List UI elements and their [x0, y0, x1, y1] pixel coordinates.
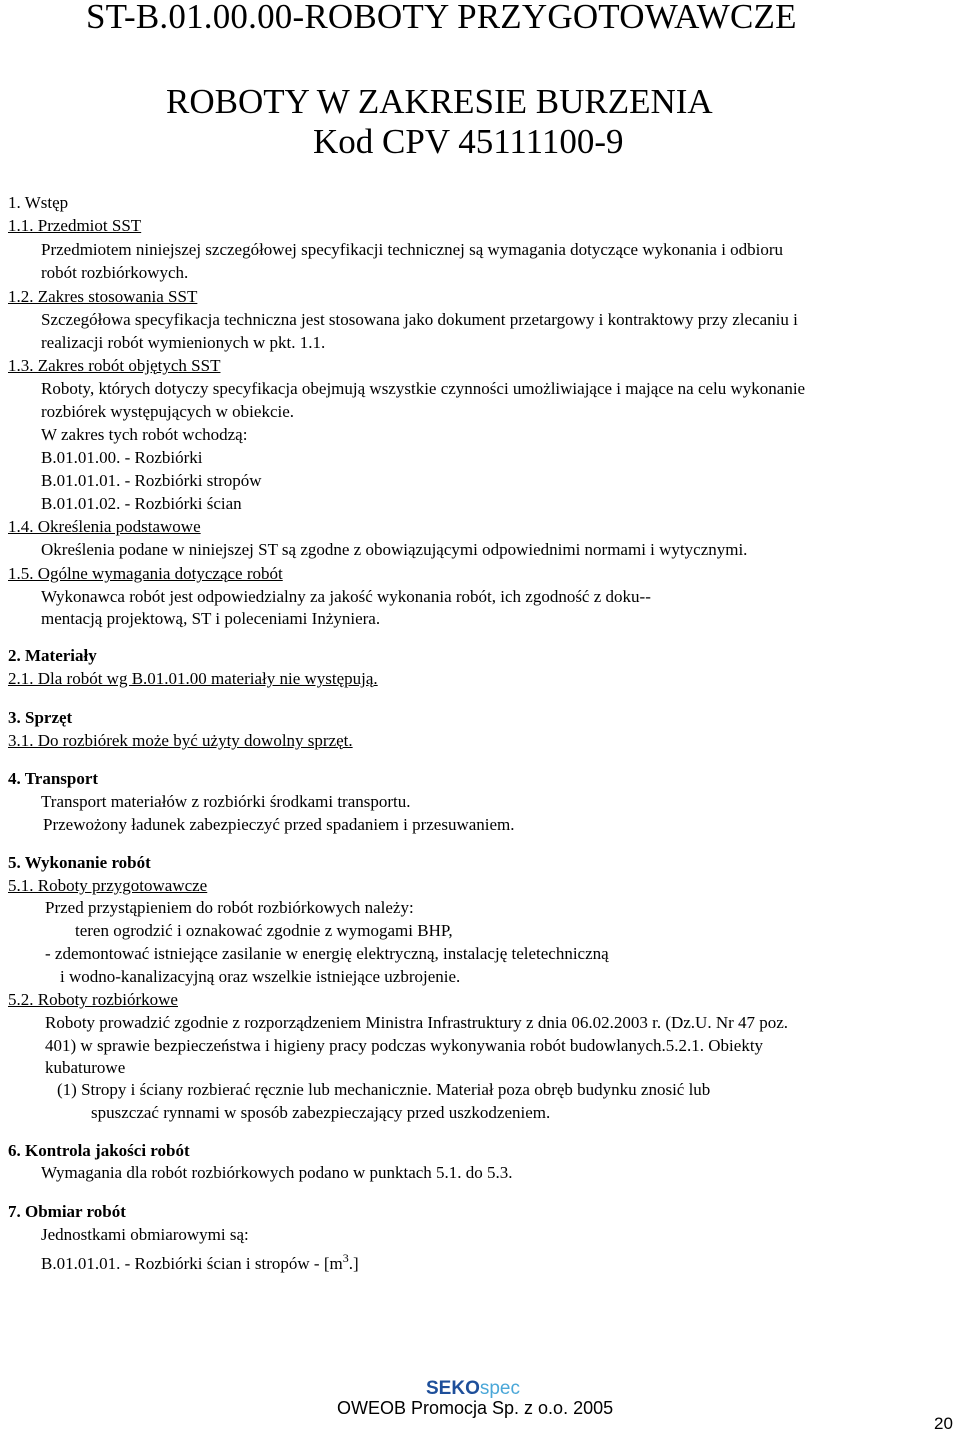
- section-1-5-heading: 1.5. Ogólne wymagania dotyczące robót: [8, 564, 283, 583]
- section-5-1-item: - zdemontować istniejące zasilanie w energię elektryczną, instalację teletechniczną: [45, 944, 609, 963]
- logo-seko: SEKO: [426, 1378, 480, 1399]
- section-1-2-text-cont: realizacji robót wymienionych w pkt. 1.1.: [41, 333, 326, 352]
- section-5-2-item: (1) Stropy i ściany rozbierać ręcznie lub mechanicznie. Materiał poza obręb budynku znosić lub: [57, 1080, 711, 1099]
- section-5-2-heading: 5.2. Roboty rozbiórkowe: [8, 990, 178, 1009]
- footer-logo: [426, 1378, 520, 1400]
- cpv-code: Kod CPV 45111100-9: [313, 122, 624, 161]
- section-4-text: Transport materiałów z rozbiórki środkami transportu.: [41, 792, 411, 811]
- section-1-heading: 1. Wstęp: [8, 193, 69, 212]
- logo-spec: spec: [479, 1378, 520, 1399]
- section-1-5-text-cont: mentacją projektową, ST i poleceniami Inżyniera.: [41, 609, 381, 628]
- document-subtitle: ROBOTY W ZAKRESIE BURZENIA: [166, 82, 713, 121]
- section-4-heading: 4. Transport: [8, 769, 99, 788]
- scope-item: B.01.01.01. - Rozbiórki stropów: [41, 471, 262, 490]
- section-3-1-text: 3.1. Do rozbiórek może być użyty dowolny sprzęt.: [8, 731, 353, 750]
- section-1-5-text: Wykonawca robót jest odpowiedzialny za jakość wykonania robót, ich zgodność z doku--: [41, 587, 651, 606]
- section-5-1-heading: 5.1. Roboty przygotowawcze: [8, 876, 208, 895]
- section-1-3-text: Roboty, których dotyczy specyfikacja obejmują wszystkie czynności umożliwiające i mające na celu wykonanie: [41, 379, 806, 398]
- section-6-text: Wymagania dla robót rozbiórkowych podano w punktach 5.1. do 5.3.: [41, 1163, 513, 1182]
- scope-item: B.01.01.02. - Rozbiórki ścian: [41, 494, 242, 513]
- section-2-1-text: 2.1. Dla robót wg B.01.01.00 materiały nie występują.: [8, 669, 378, 688]
- section-5-2-item-cont: spuszczać rynnami w sposób zabezpieczający przed uszkodzeniem.: [91, 1103, 551, 1122]
- section-1-2-heading: 1.2. Zakres stosowania SST: [8, 287, 198, 306]
- document-title: ST-B.01.00.00-ROBOTY PRZYGOTOWAWCZE: [86, 0, 797, 36]
- section-6-heading: 6. Kontrola jakości robót: [8, 1141, 190, 1160]
- unit-exponent: 3: [342, 1251, 349, 1265]
- section-5-2-text: Roboty prowadzić zgodnie z rozporządzeniem Ministra Infrastruktury z dnia 06.02.2003 r. (Dz.U. Nr 47 poz.: [45, 1013, 789, 1032]
- section-7-unit-line: [41, 1253, 359, 1275]
- section-7-heading: 7. Obmiar robót: [8, 1202, 126, 1221]
- section-7-text: Jednostkami obmiarowymi są:: [41, 1225, 249, 1244]
- page-number: 20: [934, 1414, 953, 1433]
- section-5-1-text: Przed przystąpieniem do robót rozbiórkowych należy:: [45, 898, 414, 917]
- section-5-1-item: teren ogrodzić i oznakować zgodnie z wymogami BHP,: [75, 921, 453, 940]
- section-1-4-text: Określenia podane w niniejszej ST są zgodne z obowiązującymi odpowiednimi normami i wytycznymi.: [41, 540, 748, 559]
- section-5-2-text-cont: kubaturowe: [45, 1058, 126, 1077]
- section-1-1-text: Przedmiotem niniejszej szczegółowej specyfikacji technicznej są wymagania dotyczące wykonania i odbioru: [41, 240, 784, 259]
- section-5-1-item-cont: i wodno-kanalizacyjną oraz wszelkie istniejące uzbrojenie.: [60, 967, 461, 986]
- unit-line-text: B.01.01.01. - Rozbiórki ścian i stropów - [m: [41, 1254, 343, 1273]
- section-1-3-text-cont: rozbiórek występujących w obiekcie.: [41, 402, 295, 421]
- unit-line-end: .]: [348, 1254, 359, 1273]
- section-2-heading: 2. Materiały: [8, 646, 97, 665]
- section-1-3-heading: 1.3. Zakres robót objętych SST: [8, 356, 221, 375]
- section-5-2-text-cont: 401) w sprawie bezpieczeństwa i higieny pracy podczas wykonywania robót budowlanych.5.2.1. Obiekty: [45, 1036, 764, 1055]
- section-1-4-heading: 1.4. Określenia podstawowe: [8, 517, 201, 536]
- section-3-heading: 3. Sprzęt: [8, 708, 73, 727]
- footer-company: OWEOB Promocja Sp. z o.o. 2005: [337, 1398, 614, 1418]
- scope-item: B.01.01.00. - Rozbiórki: [41, 448, 203, 467]
- section-5-heading: 5. Wykonanie robót: [8, 853, 151, 872]
- section-1-1-text-cont: robót rozbiórkowych.: [41, 263, 189, 282]
- section-1-1-heading: 1.1. Przedmiot SST: [8, 216, 142, 235]
- section-4-text-cont: Przewożony ładunek zabezpieczyć przed spadaniem i przesuwaniem.: [43, 815, 515, 834]
- section-1-3-scope-intro: W zakres tych robót wchodzą:: [41, 425, 248, 444]
- section-1-2-text: Szczegółowa specyfikacja techniczna jest stosowana jako dokument przetargowy i kontraktowy przy zlecaniu i: [41, 310, 798, 329]
